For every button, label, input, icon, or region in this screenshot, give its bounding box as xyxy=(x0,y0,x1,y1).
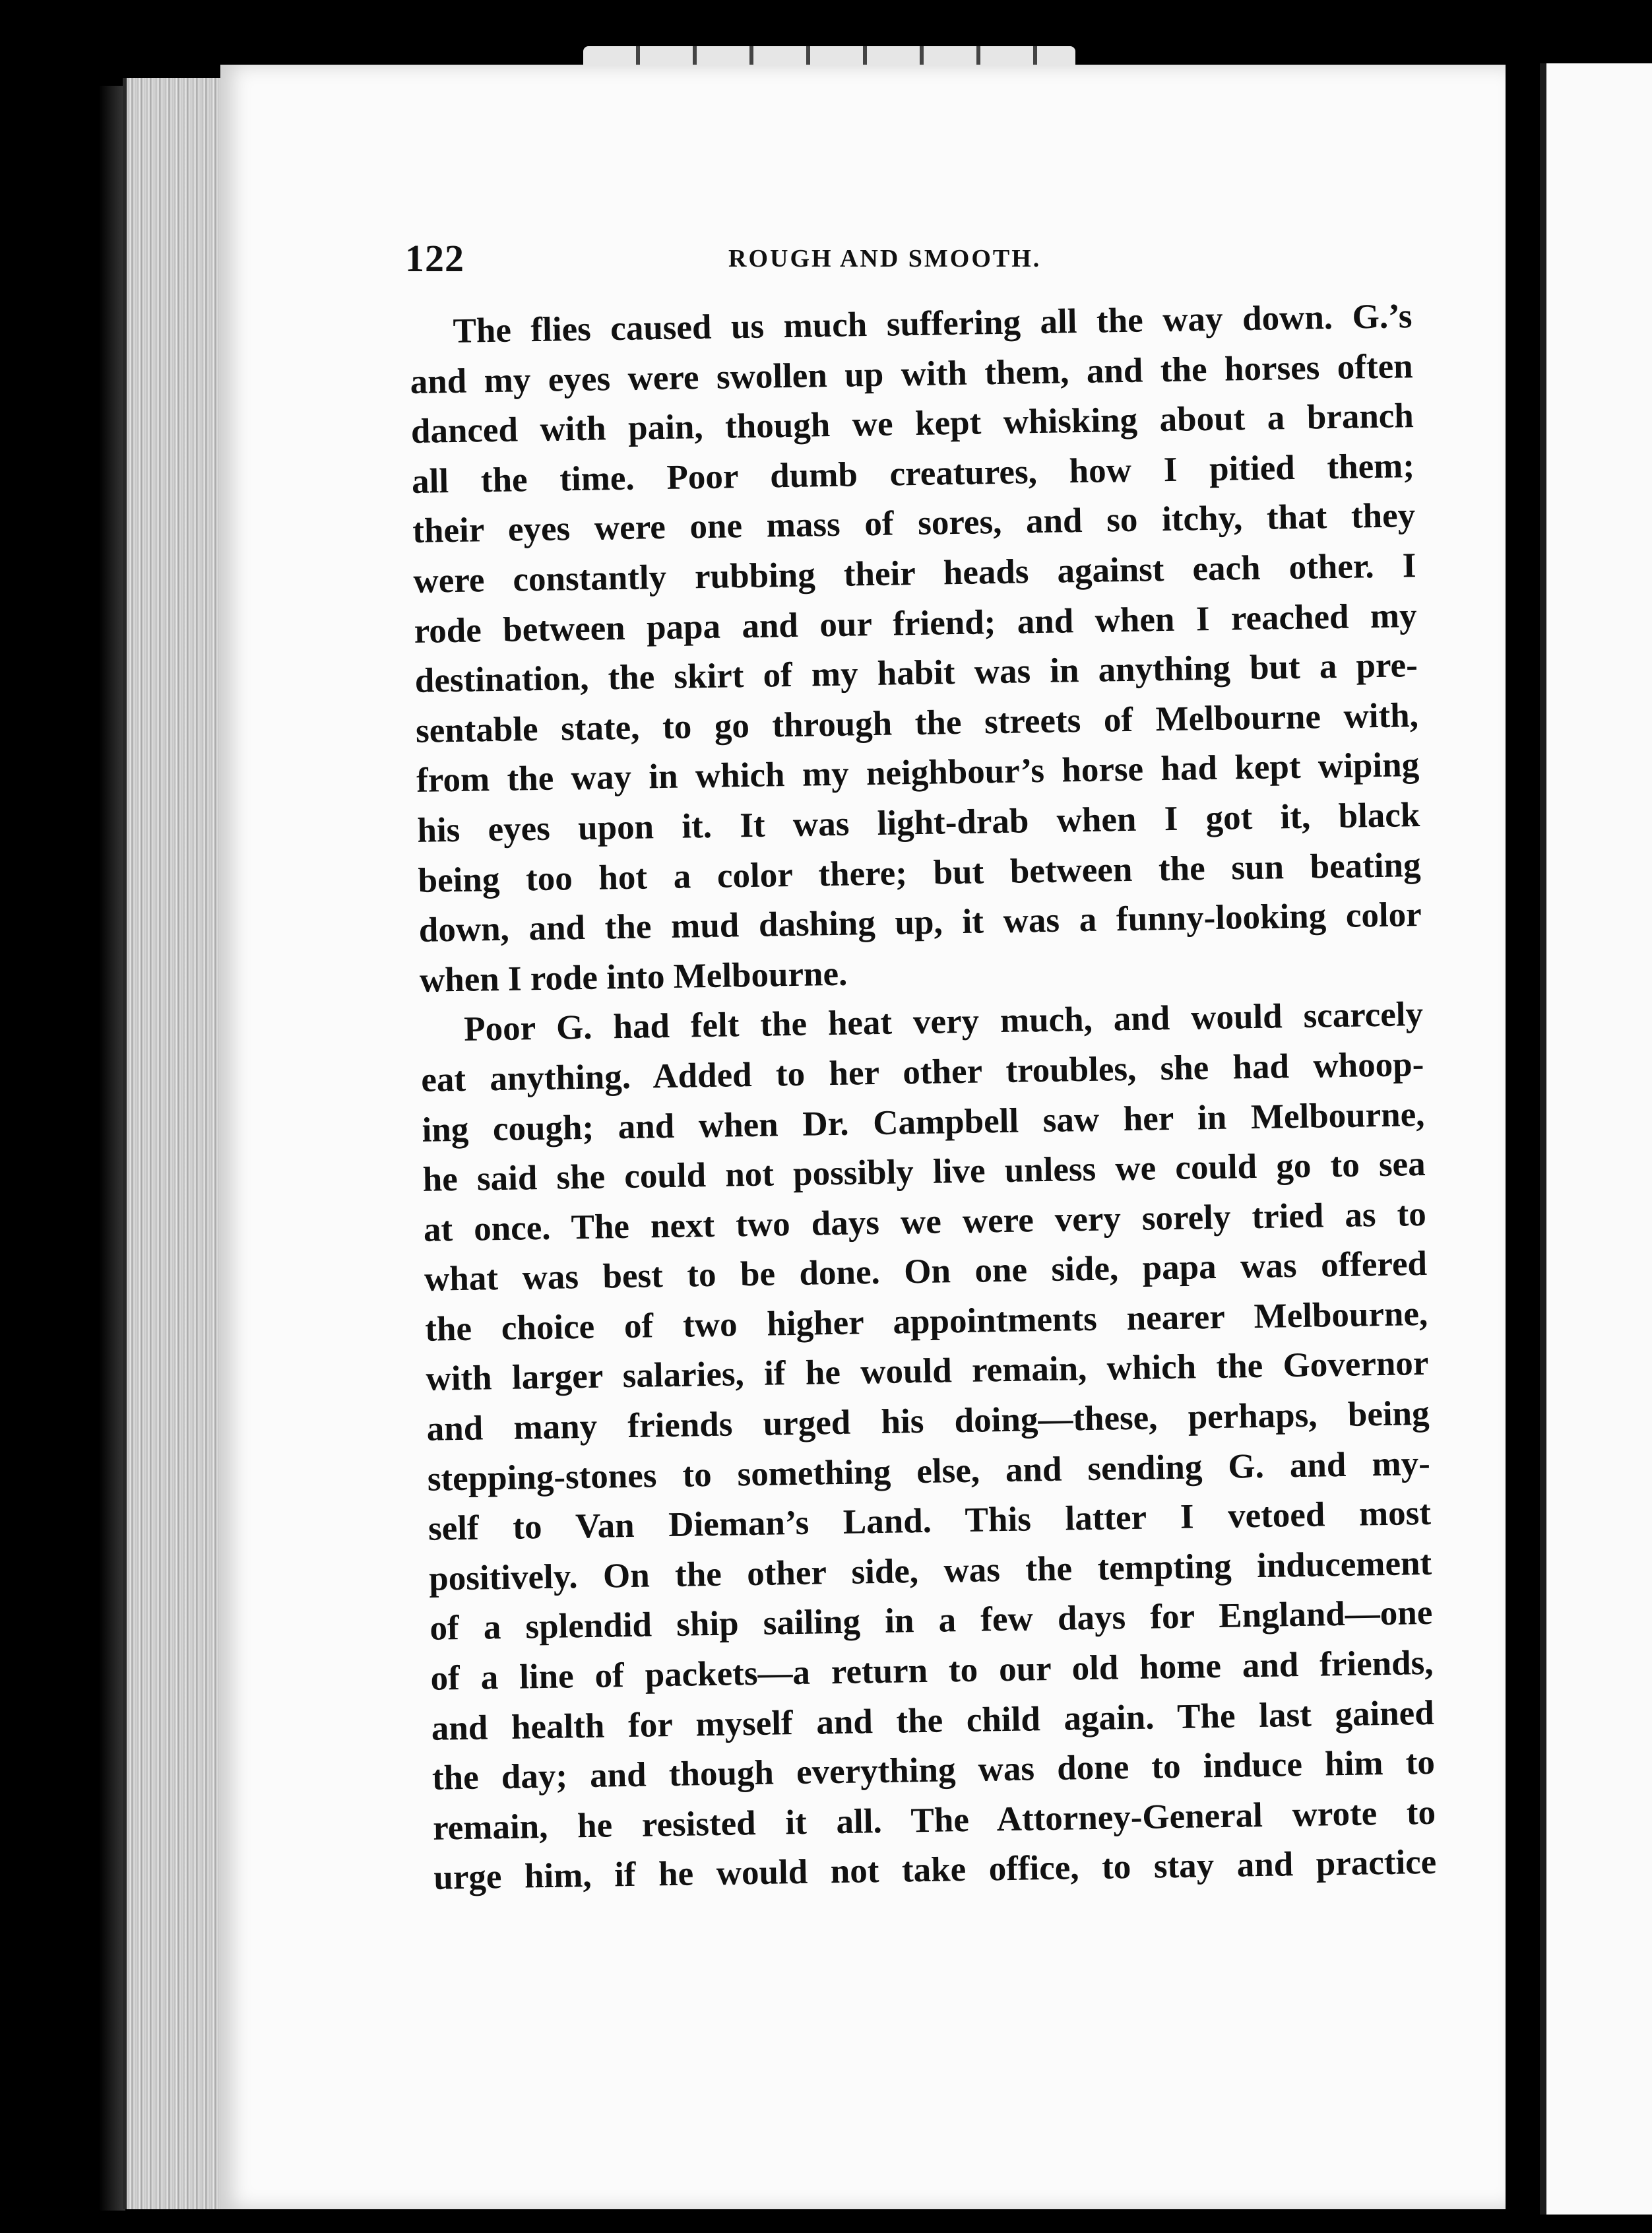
text-line: from the way in which my neighbour’s horse had kept wiping xyxy=(416,746,1420,800)
text-line: and many friends urged his doing—these, perhaps, being xyxy=(426,1394,1430,1448)
text-line: destination, the skirt of my habit was in anything but a pre- xyxy=(414,646,1418,701)
text-line: with larger salaries, if he would remain, which the Governor xyxy=(426,1344,1429,1399)
book-spine-shadow xyxy=(99,86,125,2211)
text-line: all the time. Poor dumb creatures, how I pitied them; xyxy=(411,446,1415,501)
text-line: were constantly rubbing their heads against each other. I xyxy=(413,546,1416,600)
text-line: at once. The next two days we were very sorely tried as to xyxy=(423,1194,1427,1249)
text-line: down, and the mud dashing up, it was a funny-looking color xyxy=(418,895,1422,950)
text-line: of a splendid ship sailing in a few days for England—one xyxy=(429,1594,1433,1648)
text-line: the choice of two higher appointments nearer Melbourne, xyxy=(424,1294,1428,1349)
paragraph-2 xyxy=(420,990,1437,1903)
text-line: of a line of packets—a return to our old home and friends, xyxy=(430,1643,1434,1698)
text-line: their eyes were one mass of sores, and so itchy, that they xyxy=(412,496,1416,551)
text-line: rode between papa and our friend; and when I reached my xyxy=(414,596,1417,651)
body-text xyxy=(409,292,1437,1904)
text-line: and my eyes were swollen up with them, and the horses often xyxy=(410,346,1414,401)
text-line: urge him, if he would not take office, to stay and practice xyxy=(433,1843,1437,1898)
book-title: ROUGH AND SMOOTH. xyxy=(728,245,1042,273)
text-line: being too hot a color there; but between the sun beating xyxy=(418,845,1421,900)
text-line: the day; and though everything was done to induce him to xyxy=(431,1743,1436,1797)
text-line: when I rode into Melbourne. xyxy=(419,954,848,1000)
paragraph-1 xyxy=(409,292,1422,1006)
text-line: self to Van Dieman’s Land. This latter I vetoed most xyxy=(428,1494,1432,1549)
text-line: positively. On the other side, was the tempting inducement xyxy=(428,1543,1432,1598)
facing-page-edge xyxy=(1540,63,1652,2215)
text-line: he said she could not possibly live unless we could go to sea xyxy=(422,1145,1426,1199)
text-line: danced with pain, though we kept whisking about a branch xyxy=(410,397,1414,451)
text-line: The flies caused us much suffering all the way down. G.’s xyxy=(453,297,1413,350)
text-line: ing cough; and when Dr. Campbell saw her in Melbourne, xyxy=(422,1095,1425,1149)
text-line: sentable state, to go through the streets of Melbourne with, xyxy=(415,696,1419,750)
text-line: what was best to be done. On one side, papa was offered xyxy=(424,1245,1428,1299)
text-line: remain, he resisted it all. The Attorney-General wrote to xyxy=(432,1793,1436,1848)
text-line: eat anything. Added to her other troubles, she had whoop- xyxy=(420,1045,1424,1099)
running-head xyxy=(405,231,1412,284)
page-number: 122 xyxy=(405,237,464,280)
text-line: stepping-stones to something else, and sending G. and my- xyxy=(427,1444,1431,1499)
text-line: Poor G. had felt the heat very much, and would scarcely xyxy=(463,995,1424,1049)
text-line: and health for myself and the child again. The last gained xyxy=(431,1693,1435,1748)
text-line: his eyes upon it. It was light-drab when I got it, black xyxy=(416,795,1420,850)
